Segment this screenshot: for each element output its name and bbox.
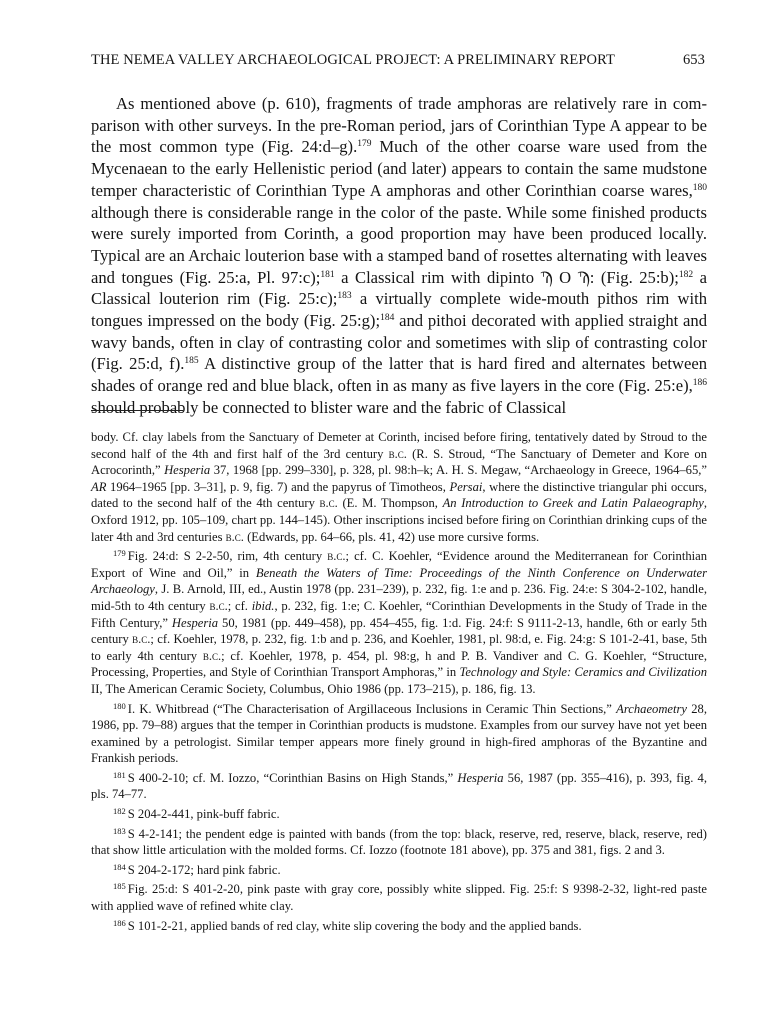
text-run: S 101-2-21, applied bands of red clay, white slip covering the body and the applied bands. <box>127 918 582 933</box>
footnote-ref[interactable]: 180 <box>692 182 707 193</box>
text-run: , Oxford 1912, pp. 105–109, chart pp. 144–145). Other inscriptions incised before firing on Corinthian drinking cups of the later 4th and 3rd centuries <box>91 496 707 544</box>
footnote-ref[interactable]: 182 <box>678 269 694 280</box>
text-run: 1964–1965 [pp. 3–31], p. 9, fig. 7) and the papyrus of Timotheos, <box>106 479 450 494</box>
era-abbrev: b.c. <box>132 632 151 647</box>
text-run: 56, 1987 (pp. 355–416), p. 393, fig. 4, pls. 74–77. <box>91 770 707 802</box>
text-run: ; cf. C. Koehler, “Evidence around the Mediterranean for Corinthian Export of Wine and Oil,” in <box>91 549 707 580</box>
footnote-ref[interactable]: 183 <box>337 291 352 302</box>
footnote-ref[interactable]: 179 <box>357 139 372 150</box>
work-title: Persai <box>449 479 483 494</box>
footnote-number: 181 <box>113 769 126 780</box>
footnote-184 <box>91 859 707 879</box>
text-run: S 204-2-441, pink-buff fabric. <box>127 807 280 822</box>
text-run: Much of the other coarse ware used from the Mycenaean to the early Hellenistic period (and later) appears to contain the same mudstone temper characteristic of Corinthian Type A amphoras and other Corinthian coarse wares, <box>91 137 707 200</box>
footnote-number: 186 <box>113 917 126 928</box>
era-abbrev: b.c. <box>319 496 338 511</box>
footnote-ref[interactable]: 185 <box>184 356 199 367</box>
running-title: THE NEMEA VALLEY ARCHAEOLOGICAL PROJECT: A PRELIMINARY REPORT <box>91 52 615 68</box>
footnote-number: 180 <box>113 700 126 711</box>
era-abbrev: b.c. <box>327 549 346 564</box>
text-run: (R. S. Stroud, “The Sanctuary of Demeter and Kore on Acrocorinth,” <box>91 446 707 478</box>
text-run: ; cf. Koehler, 1978, p. 232, fig. 1:b and p. 236, and Koehler, 1981, pl. 98:d, e. Fig. 24:g: S 101-2-41, base, 5th to early 4th century <box>91 632 707 663</box>
text-run: should probably be connected to blister ware and the fabric of Classical <box>91 397 567 417</box>
book-title: Technology and Style: Ceramics and Civilization <box>459 665 708 680</box>
footnote-ref[interactable]: 184 <box>380 313 395 324</box>
text-run: S 4-2-141; the pendent edge is painted with bands (from the top: black, reserve, red, reserve, black, reserve, red) that show little articulation with the molded forms. Cf. Iozzo (footnote 181 above), pp. 375 and 381, figs. 2 and 3. <box>91 826 707 858</box>
footnote-181 <box>91 767 707 803</box>
text-run: I. K. Whitbread (“The Characterisation of Argillaceous Inclusions in Ceramic Thin Sections,” <box>127 701 617 716</box>
journal-title: AR <box>91 479 107 494</box>
footnote-ref[interactable]: 181 <box>320 269 335 280</box>
text-run: (Edwards, pp. 64–66, pls. 41, 42) use more cursive forms. <box>243 529 540 544</box>
journal-title: Hesperia <box>457 770 504 785</box>
book-title: An Introduction to Greek and Latin Palaeography <box>442 496 704 511</box>
text-run: II, The American Ceramic Society, Columbus, Ohio 1986 (pp. 173–215), p. 186, fig. 13. <box>91 681 536 696</box>
era-abbrev: b.c. <box>225 529 244 544</box>
text-run: , J. B. Arnold, III, ed., Austin 1978 (pp. 231–239), p. 232, fig. 1:e and p. 236. Fig. 24:e: S 304-2-102, handle, mid-5th to 4th century <box>91 582 707 613</box>
text-run: body. Cf. clay labels from the Sanctuary of Demeter at Corinth, incised before firing, tentatively dated by Stroud to the second half of the 4th and first half of the 3rd century <box>91 430 707 461</box>
text-run: ; cf. Koehler, 1978, p. 454, pl. 98:g, h and P. B. Vandiver and C. G. Koehler, “Structure, Processing, Properties, and Style of Corinthian Transport Amphoras,” in <box>91 648 707 680</box>
text-run: , where the distinctive triangular phi occurs, dated to the second half of the 4th century <box>91 479 707 511</box>
footnote-number: 185 <box>113 881 126 892</box>
text-run: a virtually complete wide-mouth pithos rim with tongues impressed on the body (Fig. 25:g); <box>91 289 707 331</box>
footnote-179 <box>91 545 707 697</box>
page-number: 653 <box>682 52 705 68</box>
footnote-180 <box>91 698 707 767</box>
journal-title: Hesperia <box>164 463 211 478</box>
text-run: 37, 1968 [pp. 299–330], p. 328, pl. 98:h–k; A. H. S. Megaw, “Archaeology in Greece, 1964–65,” <box>210 463 708 478</box>
era-abbrev: b.c. <box>202 648 222 663</box>
text-run: , p. 232, fig. 1:e; C. Koehler, “Corinthian Developments in the Study of Trade in the Fifth Century,” <box>91 598 707 630</box>
era-abbrev: b.c. <box>388 446 407 461</box>
main-paragraph <box>91 93 707 419</box>
text-run: a Classical rim with dipinto Ϡ O Ϡ: (Fig. 25:b); <box>334 267 679 287</box>
journal-title: Hesperia <box>171 615 219 630</box>
text-run: and pithoi decorated with applied straight and wavy bands, often in clay of contrasting color and sometimes with slip of contrasting color (Fig. 25:d, f). <box>91 311 708 374</box>
text-run: although there is considerable range in the color of the paste. While some finished products were surely imported from Corinth, a good proportion may have been produced locally. Typical are an Archaic louterion base with a stamped band of rosettes alternating with leaves and tongues (Fig. 25:a, Pl. 97:c); <box>91 202 707 287</box>
footnote-divider <box>91 410 183 411</box>
footnote-183 <box>91 823 707 859</box>
text-run: (E. M. Thompson, <box>337 496 443 511</box>
text-run: Fig. 24:d: S 2-2-50, rim, 4th century <box>127 549 328 564</box>
ibid: ibid. <box>251 598 275 613</box>
era-abbrev: b.c. <box>209 598 228 613</box>
footnote-number: 179 <box>113 548 126 559</box>
text-run: a Classical louterion rim (Fig. 25:c); <box>91 267 708 309</box>
footnotes <box>91 429 707 934</box>
footnote-186 <box>91 915 707 935</box>
book-title: Beneath the Waters of Time: Proceedings of the Ninth Conference on Underwater Archaeology <box>91 565 707 597</box>
running-head <box>91 52 707 74</box>
footnote-182 <box>91 803 707 823</box>
footnote-number: 183 <box>113 825 126 836</box>
text-run: As mentioned above (p. 610), fragments of trade amphoras are relatively rare in comparison with other surveys. In the pre-Roman period, jars of Corinthian Type A appear to be the most common type (Fig. 24:d–g). <box>91 94 707 157</box>
text-run: 28, 1986, pp. 79–88) argues that the temper in Corinthian products is mudstone. Examples from our survey have not yet been examined by a petrologist. Similar temper appears more finely ground in high-fired amphoras of the Byzantine and Frankish periods. <box>91 701 707 766</box>
footnote-185 <box>91 878 707 914</box>
journal-title: Archaeometry <box>616 701 688 716</box>
text-run: ; cf. <box>227 598 252 613</box>
footnote-ref[interactable]: 186 <box>692 378 707 389</box>
text-run: A distinctive group of the latter that is hard fired and alternates between shades of orange red and blue black, often in as many as five layers in the core (Fig. 25:e), <box>91 354 707 396</box>
footnote-number: 184 <box>113 861 126 872</box>
footnote-number: 182 <box>113 806 126 817</box>
text-run: S 400-2-10; cf. M. Iozzo, “Corinthian Basins on High Stands,” <box>127 770 458 785</box>
text-run: S 204-2-172; hard pink fabric. <box>127 862 281 877</box>
text-run: Fig. 25:d: S 401-2-20, pink paste with gray core, possibly white slipped. Fig. 25:f: S 9398-2-32, light-red paste with applied wave of refined white clay. <box>91 882 707 914</box>
footnote-continuation <box>91 429 707 545</box>
text-run: 50, 1981 (pp. 449–458), pp. 454–455, fig. 1:d. Fig. 24:f: S 9111-2-13, handle, 6th or early 5th century <box>91 615 707 647</box>
